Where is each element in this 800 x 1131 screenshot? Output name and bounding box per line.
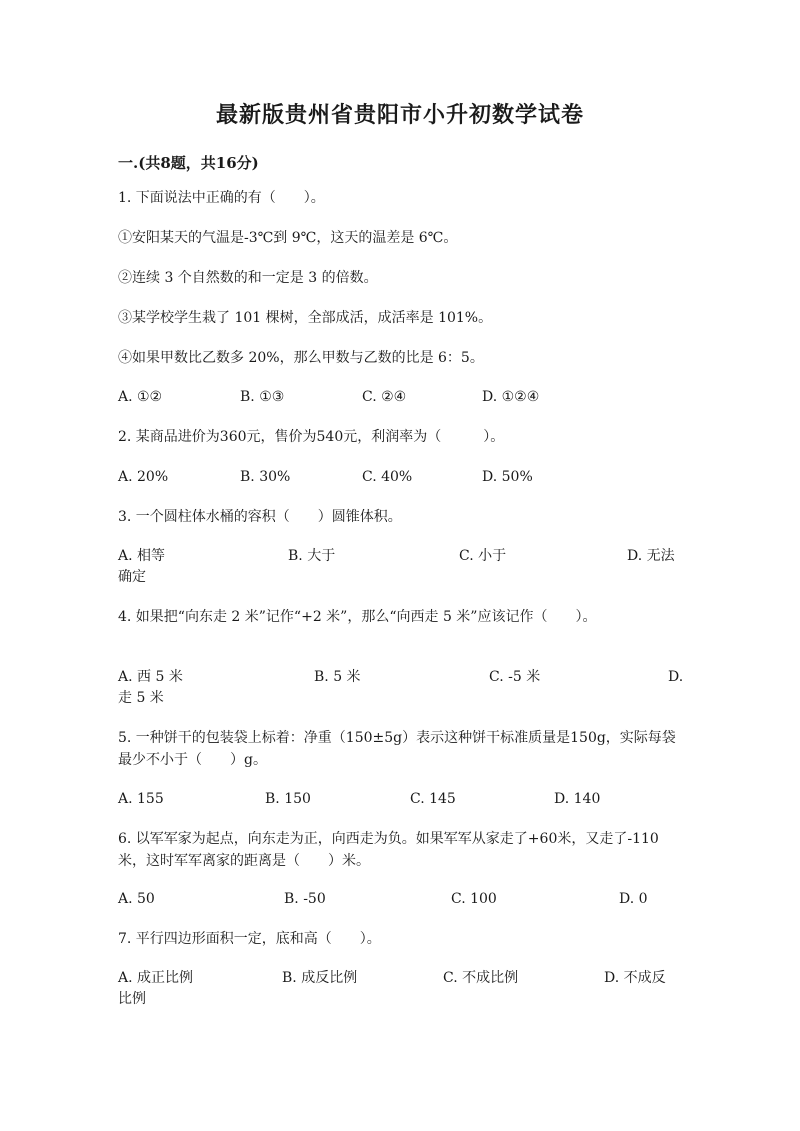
question-1-option-b[interactable]: B. ①③: [240, 389, 285, 405]
question-4-option-c[interactable]: C. -5 米: [489, 669, 541, 685]
question-5-stem: 5. 一种饼干的包装袋上标着：净重（150±5g）表示这种饼干标准质量是150g，实际每袋最少不小于（ ）g。: [118, 730, 676, 768]
question-7-stem: 7. 平行四边形面积一定，底和高（ ）。: [118, 931, 381, 947]
question-3-option-d[interactable]: D. 无法: [627, 548, 675, 564]
question-6-stem: 6. 以军军家为起点，向东走为正，向西走为负。如果军军从家走了+60米，又走了-110米，这时军军离家的距离是（ ）米。: [118, 831, 659, 869]
question-2-option-a[interactable]: A. 20%: [118, 469, 169, 485]
question-4-option-d[interactable]: D.: [668, 669, 684, 685]
question-1-stem: 1. 下面说法中正确的有（ ）。: [118, 190, 325, 206]
question-7-option-d-wrap: 比例: [118, 991, 146, 1007]
question-6-option-a[interactable]: A. 50: [118, 891, 155, 907]
question-7-option-c[interactable]: C. 不成比例: [443, 970, 519, 986]
question-5-option-a[interactable]: A. 155: [118, 791, 164, 807]
question-2-option-b[interactable]: B. 30%: [240, 469, 291, 485]
page-title: 最新版贵州省贵阳市小升初数学试卷: [215, 102, 584, 128]
question-1-statement-4: ④如果甲数比乙数多 20%，那么甲数与乙数的比是 6：5。: [118, 350, 484, 366]
question-6-option-d[interactable]: D. 0: [619, 891, 648, 907]
question-3-stem: 3. 一个圆柱体水桶的容积（ ）圆锥体积。: [118, 509, 402, 525]
question-1-option-d[interactable]: D. ①②④: [482, 389, 540, 405]
question-6-option-b[interactable]: B. -50: [284, 891, 326, 907]
question-5-option-d[interactable]: D. 140: [554, 791, 601, 807]
question-6-option-c[interactable]: C. 100: [451, 891, 497, 907]
question-5-option-b[interactable]: B. 150: [265, 791, 311, 807]
question-7-option-b[interactable]: B. 成反比例: [282, 970, 358, 986]
question-1-option-c[interactable]: C. ②④: [362, 389, 407, 405]
question-4-option-d-wrap: 走 5 米: [118, 690, 164, 706]
question-3-option-b[interactable]: B. 大于: [288, 548, 336, 564]
question-4-option-a[interactable]: A. 西 5 米: [118, 669, 183, 685]
question-2-option-c[interactable]: C. 40%: [362, 469, 413, 485]
question-1-statement-2: ②连续 3 个自然数的和一定是 3 的倍数。: [118, 270, 378, 286]
question-1-statement-1: ①安阳某天的气温是-3℃到 9℃，这天的温差是 6℃。: [118, 230, 458, 246]
question-2-option-d[interactable]: D. 50%: [482, 469, 533, 485]
question-2-stem: 2. 某商品进价为360元，售价为540元，利润率为（ ）。: [118, 429, 505, 445]
question-7-option-a[interactable]: A. 成正比例: [118, 970, 194, 986]
question-4-stem: 4. 如果把“向东走 2 米”记作“+2 米”，那么“向西走 5 米”应该记作（ ）。: [118, 609, 597, 625]
question-4-option-b[interactable]: B. 5 米: [314, 669, 361, 685]
question-3-option-a[interactable]: A. 相等: [118, 548, 166, 564]
section-heading: 一.(共8题，共16分): [118, 154, 259, 172]
question-5-option-c[interactable]: C. 145: [410, 791, 456, 807]
question-3-option-c[interactable]: C. 小于: [459, 548, 507, 564]
question-7-option-d[interactable]: D. 不成反: [604, 970, 666, 986]
question-3-option-d-wrap: 确定: [118, 569, 146, 585]
question-1-option-a[interactable]: A. ①②: [118, 389, 163, 405]
question-1-statement-3: ③某学校学生栽了 101 棵树，全部成活，成活率是 101%。: [118, 310, 493, 326]
